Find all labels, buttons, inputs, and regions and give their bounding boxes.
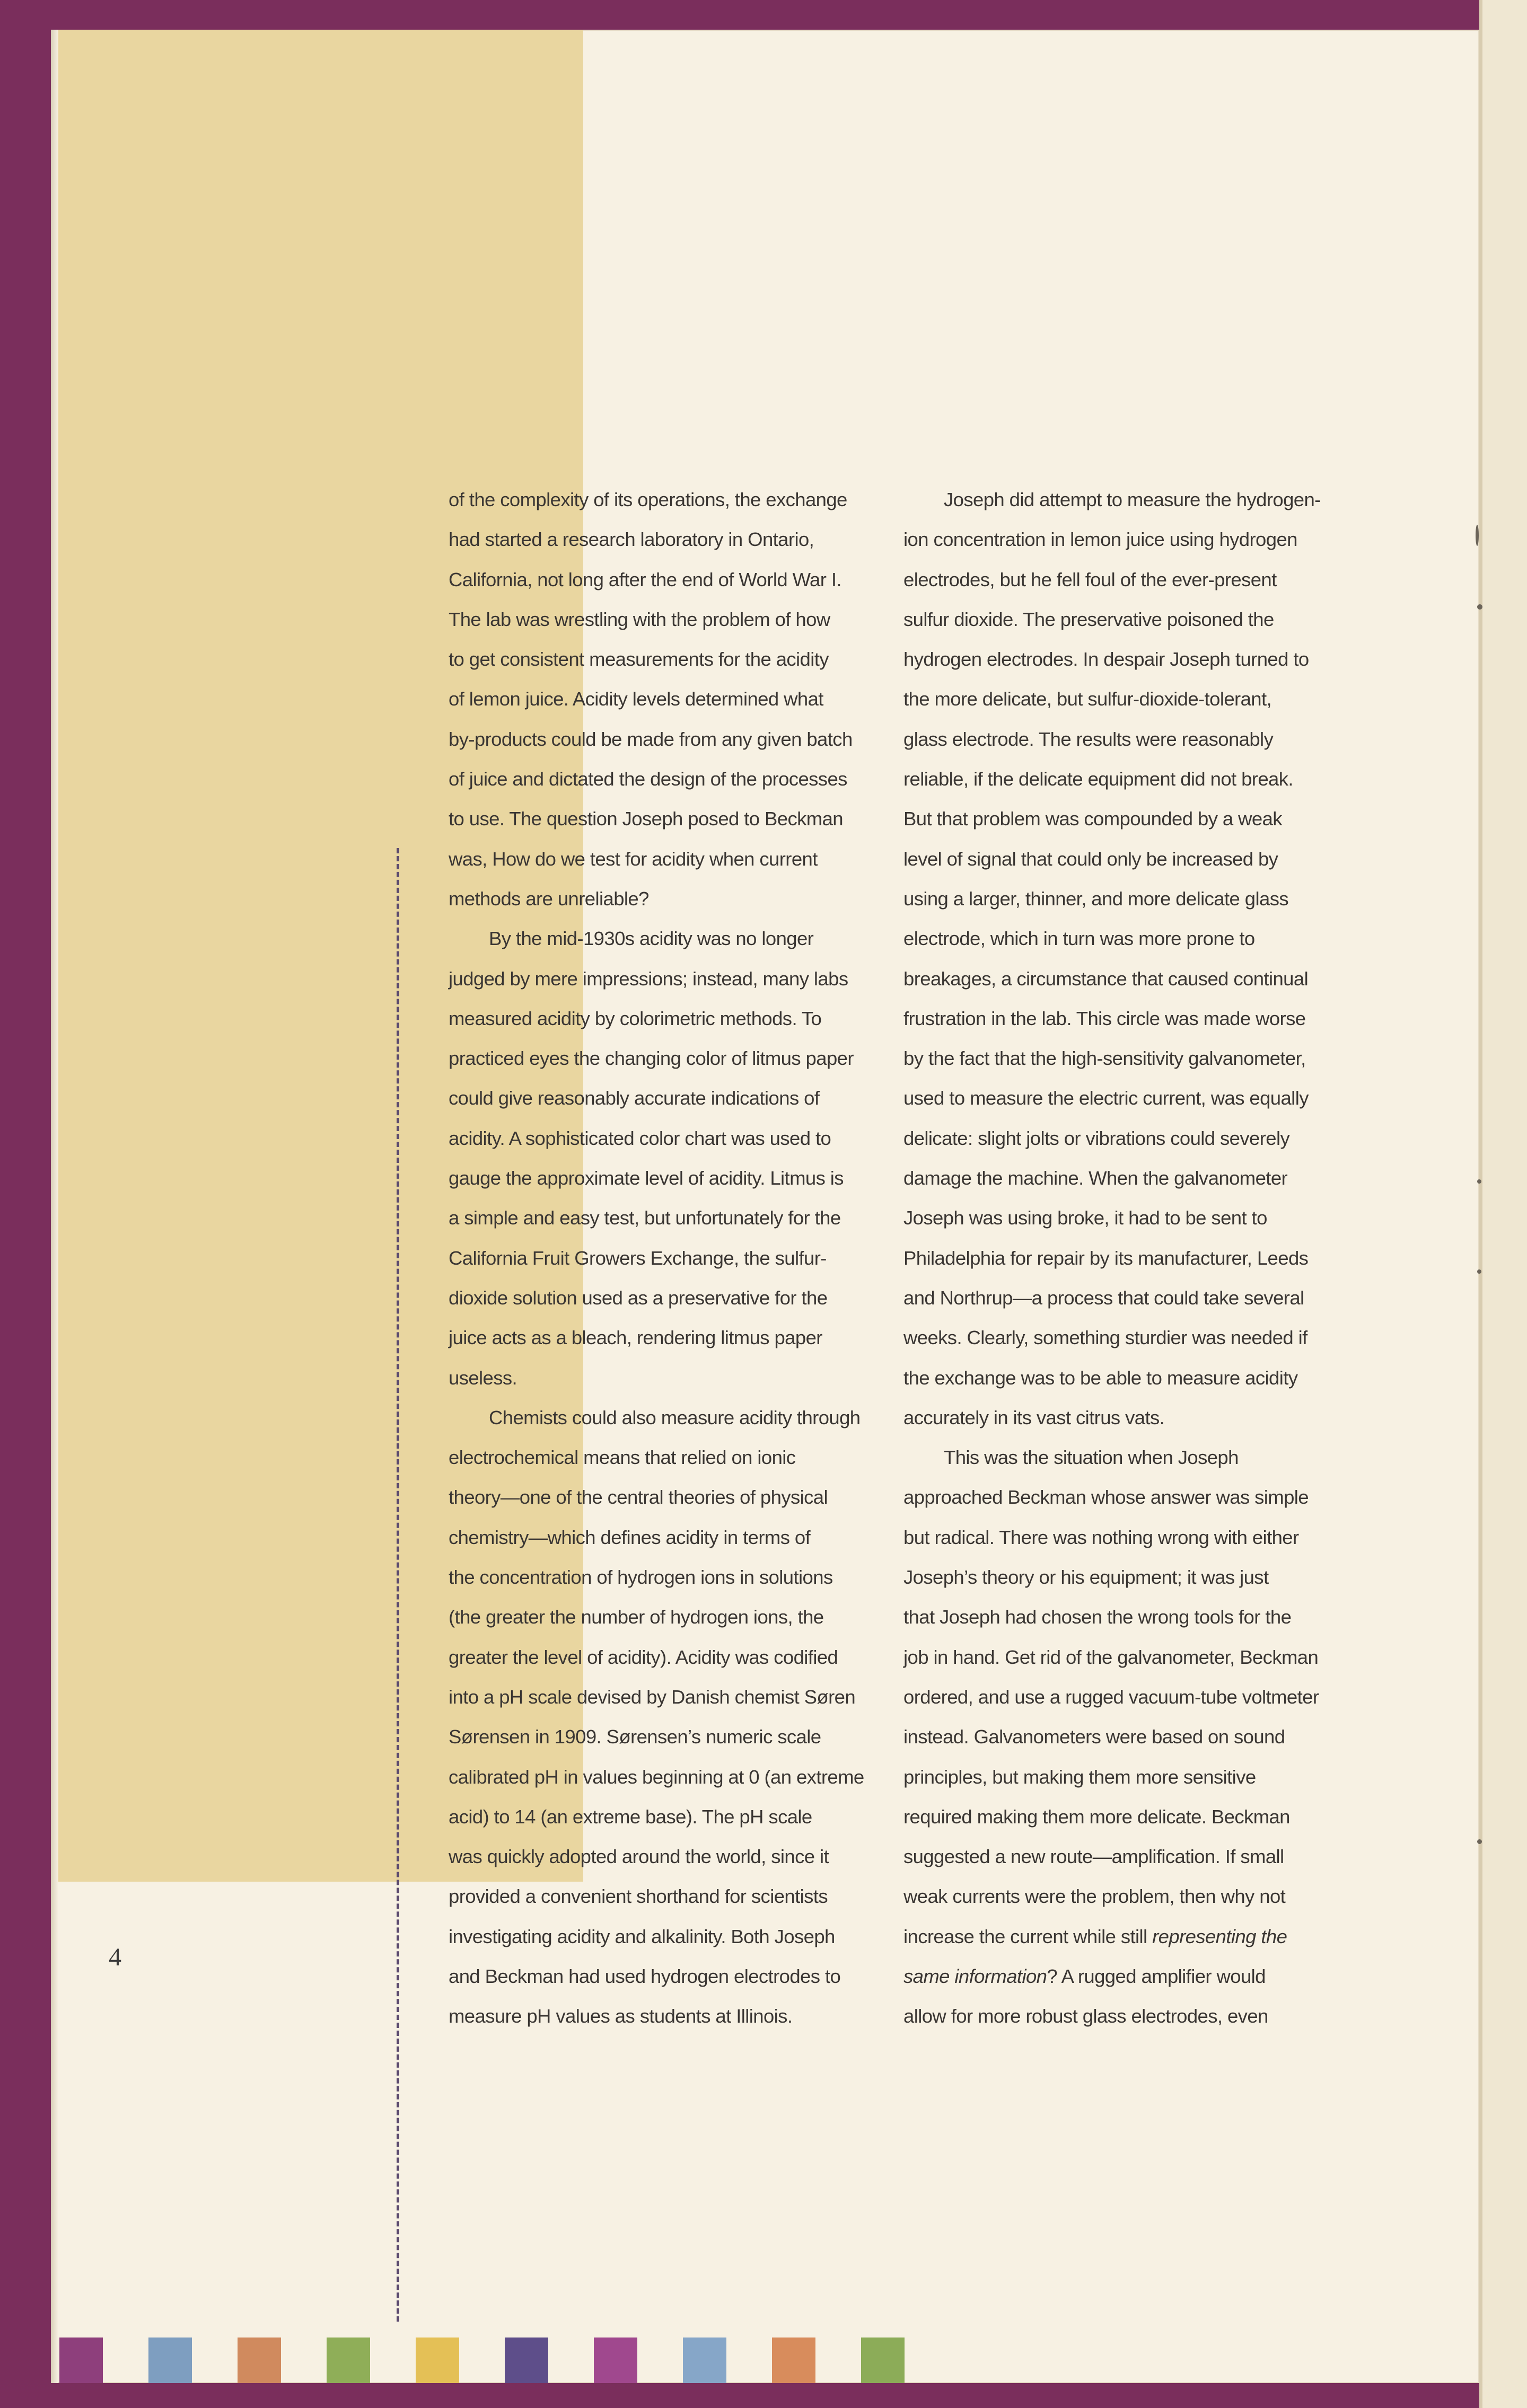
text-line: had started a research laboratory in Ontario, — [449, 528, 814, 551]
text-line: Joseph was using broke, it had to be sent to — [903, 1207, 1267, 1229]
dashed-divider-line — [397, 848, 399, 2322]
text-line: ion concentration in lemon juice using hydrogen — [903, 528, 1297, 551]
text-line: of the complexity of its operations, the exchange — [449, 489, 847, 510]
text-line: increase the current while still representing the — [903, 1925, 1287, 1947]
text-line: and Northrup—a process that could take several — [903, 1286, 1304, 1309]
right-text-column — [903, 480, 1328, 2036]
margin-speck — [1477, 1839, 1482, 1844]
text-line: hydrogen electrodes. In despair Joseph turned to — [903, 648, 1309, 671]
text-line: juice acts as a bleach, rendering litmus paper — [449, 1327, 822, 1349]
text-line: level of signal that could only be increased by — [903, 848, 1278, 870]
text-line: accurately in its vast citrus vats. — [903, 1406, 1165, 1428]
text-line: and Beckman had used hydrogen electrodes to — [449, 1965, 841, 1987]
italic-phrase: representing the — [1152, 1925, 1287, 1947]
text-line: delicate: slight jolts or vibrations could severely — [903, 1127, 1290, 1149]
text-line: allow for more robust glass electrodes, even — [903, 2005, 1268, 2027]
text-line: ordered, and use a rugged vacuum-tube voltmeter — [903, 1686, 1319, 1708]
text-line: that Joseph had chosen the wrong tools for the — [903, 1606, 1292, 1628]
color-swatch — [594, 2338, 637, 2383]
text-line: provided a convenient shorthand for scientists — [449, 1885, 828, 1908]
text-line: weak currents were the problem, then why not — [903, 1885, 1286, 1908]
next-page-edge — [1479, 0, 1527, 2408]
text-line: of juice and dictated the design of the processes — [449, 768, 847, 790]
text-line: But that problem was compounded by a weak — [903, 808, 1282, 830]
color-swatch — [148, 2338, 192, 2383]
text-line: practiced eyes the changing color of litmus paper — [449, 1047, 854, 1070]
text-line: by-products could be made from any given batch — [449, 728, 853, 750]
text-line: used to measure the electric current, was equally — [903, 1087, 1309, 1109]
text-line: could give reasonably accurate indications of — [449, 1087, 820, 1109]
text-line: California Fruit Growers Exchange, the sulfur- — [449, 1247, 827, 1269]
text-line: into a pH scale devised by Danish chemist Søren — [449, 1686, 856, 1708]
margin-speck — [1477, 1179, 1481, 1184]
text-line: sulfur dioxide. The preservative poisoned the — [903, 608, 1274, 630]
page-number: 4 — [109, 1943, 121, 1971]
text-line: measure pH values as students at Illinois. — [449, 2005, 793, 2027]
text-line: chemistry—which defines acidity in terms of — [449, 1526, 811, 1548]
text-line: acidity. A sophisticated color chart was used to — [449, 1127, 831, 1149]
text-line: approached Beckman whose answer was simple — [903, 1486, 1309, 1509]
text-line: using a larger, thinner, and more delicate glass — [903, 887, 1288, 910]
text-line: judged by mere impressions; instead, many labs — [449, 967, 848, 990]
text-line: electrochemical means that relied on ionic — [449, 1446, 796, 1469]
text-line: by the fact that the high-sensitivity galvanometer, — [903, 1047, 1306, 1070]
text-line: theory—one of the central theories of physical — [449, 1486, 828, 1509]
text-line: (the greater the number of hydrogen ions, the — [449, 1606, 824, 1628]
text-line: gauge the approximate level of acidity. Litmus is — [449, 1167, 844, 1189]
text-line: was, How do we test for acidity when current — [449, 848, 818, 870]
color-swatch — [238, 2338, 281, 2383]
color-swatch — [59, 2338, 103, 2383]
text-line: California, not long after the end of World War I. — [449, 568, 841, 590]
text-line: was quickly adopted around the world, since it — [449, 1846, 829, 1868]
text-line: same information? A rugged amplifier would — [903, 1965, 1266, 1987]
color-swatch — [683, 2338, 726, 2383]
text-line: a simple and easy test, but unfortunately for the — [449, 1207, 841, 1229]
italic-phrase: same information — [903, 1965, 1047, 1987]
color-swatch — [416, 2338, 459, 2383]
color-swatch — [505, 2338, 548, 2383]
text-line: reliable, if the delicate equipment did not break. — [903, 768, 1293, 790]
text-line: investigating acidity and alkalinity. Both Joseph — [449, 1925, 835, 1947]
color-swatch — [327, 2338, 370, 2383]
text-line: job in hand. Get rid of the galvanometer, Beckman — [903, 1646, 1319, 1668]
text-line: the exchange was to be able to measure acidity — [903, 1366, 1298, 1389]
text-line: breakages, a circumstance that caused continual — [903, 967, 1309, 990]
margin-speck — [1477, 604, 1482, 610]
text-line: measured acidity by colorimetric methods. To — [449, 1007, 822, 1029]
text-line: Joseph did attempt to measure the hydrogen- — [944, 489, 1321, 510]
text-line: glass electrode. The results were reasonably — [903, 728, 1274, 750]
text-line: of lemon juice. Acidity levels determined what — [449, 688, 823, 710]
text-line: useless. — [449, 1366, 517, 1389]
text-line: Chemists could also measure acidity through — [489, 1406, 861, 1428]
text-line: suggested a new route—amplification. If small — [903, 1846, 1284, 1868]
color-swatch — [861, 2338, 905, 2383]
text-line: electrode, which in turn was more prone to — [903, 928, 1255, 950]
text-line: required making them more delicate. Beckman — [903, 1805, 1290, 1828]
text-line: damage the machine. When the galvanometer — [903, 1167, 1288, 1189]
text-line: acid) to 14 (an extreme base). The pH scale — [449, 1805, 812, 1828]
text-line: but radical. There was nothing wrong with either — [903, 1526, 1299, 1548]
text-line: greater the level of acidity). Acidity was codified — [449, 1646, 838, 1668]
text-line: instead. Galvanometers were based on sound — [903, 1726, 1285, 1748]
text-line: Joseph’s theory or his equipment; it was just — [903, 1566, 1269, 1589]
text-line: to get consistent measurements for the acidity — [449, 648, 829, 671]
color-swatch — [772, 2338, 815, 2383]
text-line: This was the situation when Joseph — [944, 1446, 1239, 1469]
left-text-column — [449, 480, 873, 2036]
text-line: By the mid-1930s acidity was no longer — [489, 928, 814, 950]
text-line: frustration in the lab. This circle was made worse — [903, 1007, 1306, 1029]
text-line: the more delicate, but sulfur-dioxide-tolerant, — [903, 688, 1272, 710]
text-line: dioxide solution used as a preservative for the — [449, 1286, 828, 1309]
margin-speck — [1476, 525, 1479, 546]
text-line: methods are unreliable? — [449, 887, 649, 910]
text-line: Sørensen in 1909. Sørensen’s numeric scale — [449, 1726, 821, 1748]
page-gutter-shadow — [51, 30, 58, 2383]
text-line: principles, but making them more sensitive — [903, 1766, 1256, 1788]
text-line: The lab was wrestling with the problem of how — [449, 608, 830, 630]
text-line: calibrated pH in values beginning at 0 (an extreme — [449, 1766, 864, 1788]
text-line: weeks. Clearly, something sturdier was needed if — [903, 1327, 1307, 1349]
text-line: electrodes, but he fell foul of the ever-present — [903, 568, 1277, 590]
margin-speck — [1477, 1269, 1481, 1274]
text-line: Philadelphia for repair by its manufacturer, Leeds — [903, 1247, 1309, 1269]
text-line: to use. The question Joseph posed to Beckman — [449, 808, 843, 830]
text-line: the concentration of hydrogen ions in solutions — [449, 1566, 833, 1589]
